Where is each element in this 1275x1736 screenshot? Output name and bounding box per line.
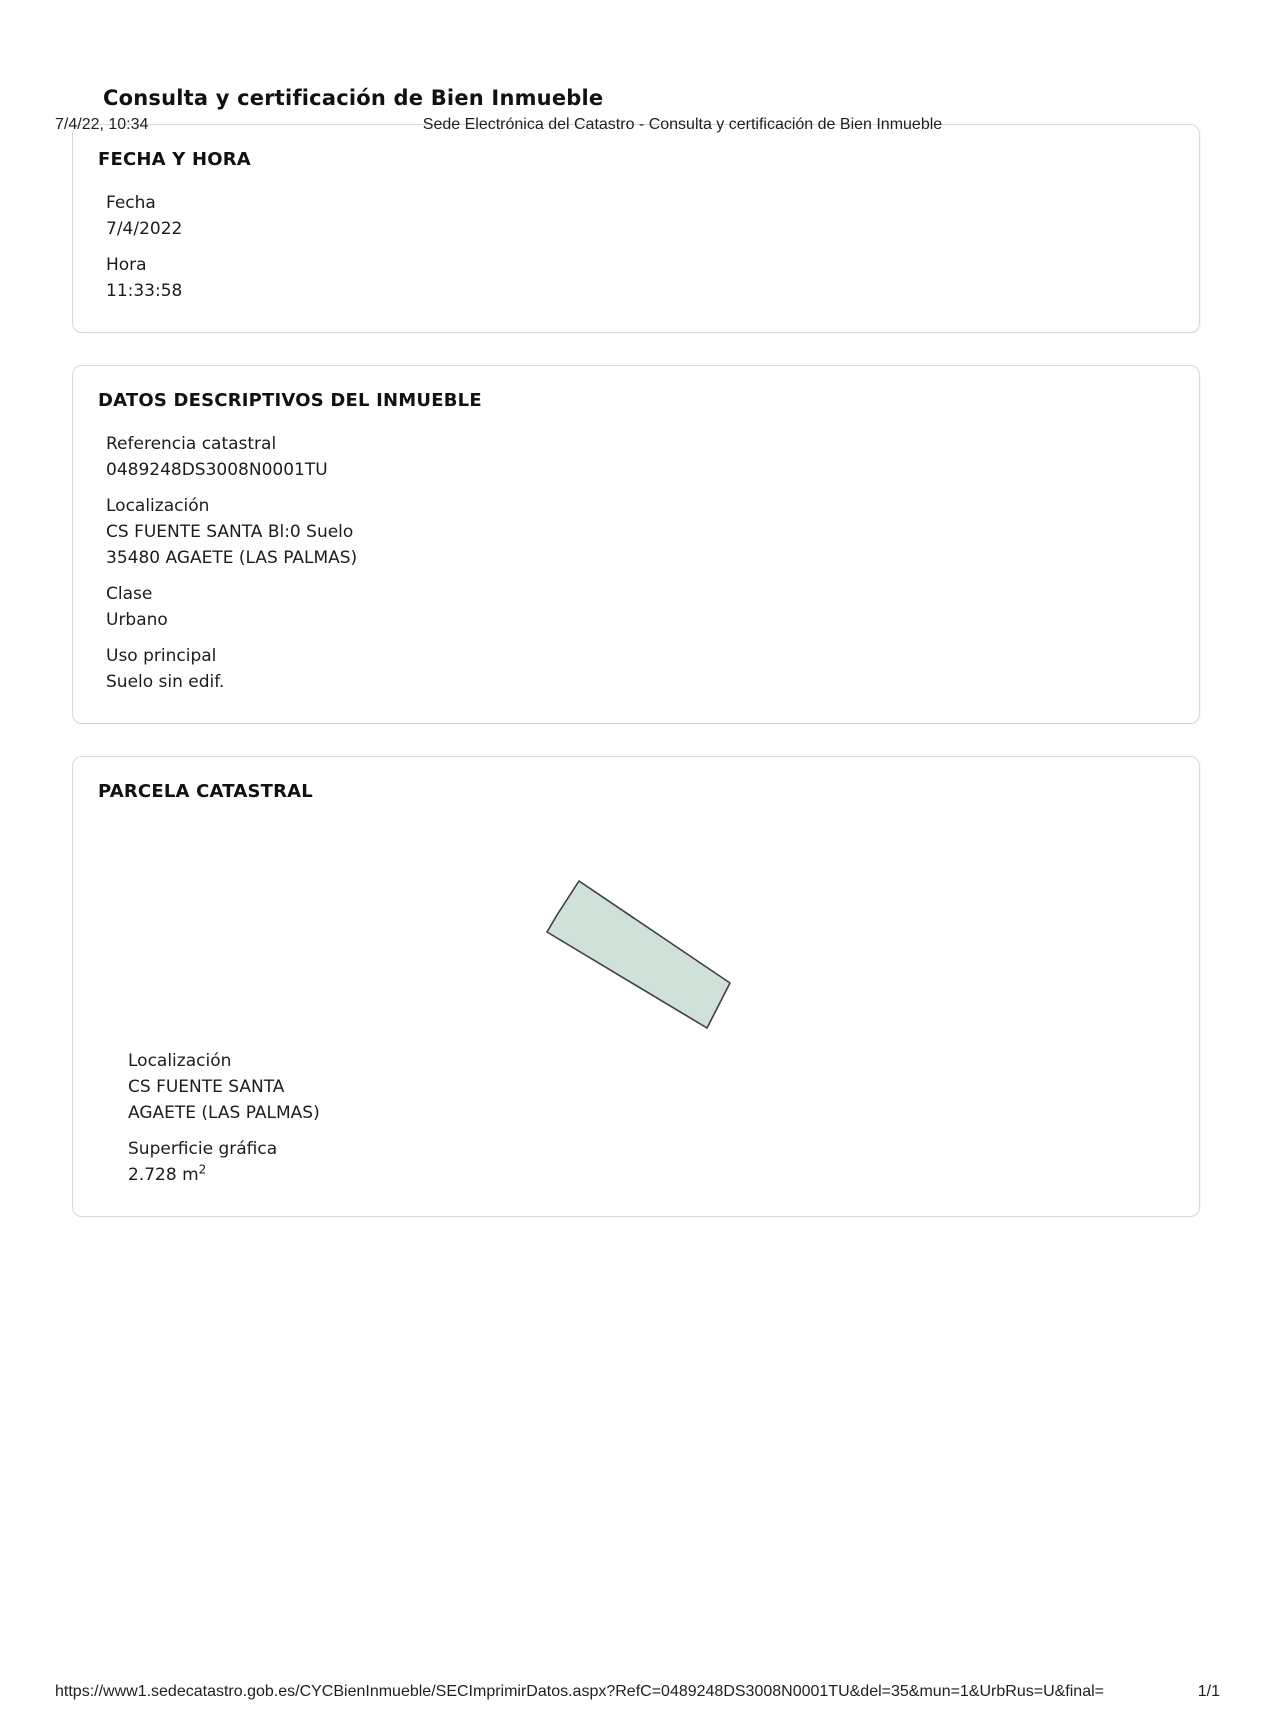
print-datetime: 7/4/22, 10:34 [55, 116, 149, 133]
referencia-catastral-field [106, 431, 1169, 483]
parcela-catastral-section [72, 756, 1200, 1217]
parcela-localizacion-line-2: AGAETE (LAS PALMAS) [128, 1103, 320, 1123]
print-footer [55, 1683, 1220, 1701]
parcela-catastral-heading: PARCELA CATASTRAL [98, 781, 313, 802]
print-document-title: Sede Electrónica del Catastro - Consulta y certificación de Bien Inmueble [422, 116, 943, 133]
clase-label: Clase [106, 584, 153, 604]
localizacion-line-1: CS FUENTE SANTA Bl:0 Suelo [106, 522, 354, 542]
fecha-y-hora-section [72, 124, 1200, 333]
print-footer-url: https://www1.sedecatastro.gob.es/CYCBienInmueble/SECImprimirDatos.aspx?RefC=0489248DS3008N0001TU&del=35&mun=1&UrbRus=U&final= [55, 1683, 1104, 1700]
hora-label: Hora [106, 255, 147, 275]
superficie-grafica-exponent: 2 [198, 1162, 207, 1177]
superficie-grafica-label: Superficie gráfica [128, 1139, 278, 1159]
document-body [72, 86, 1200, 1217]
uso-principal-label: Uso principal [106, 646, 217, 666]
fecha-value: 7/4/2022 [106, 219, 183, 239]
hora-field [106, 252, 1169, 304]
localizacion-line-2: 35480 AGAETE (LAS PALMAS) [106, 548, 358, 568]
clase-value: Urbano [106, 610, 168, 630]
localizacion-label: Localización [106, 496, 210, 516]
fecha-field [106, 190, 1169, 242]
datos-descriptivos-section [72, 365, 1200, 724]
parcela-localizacion-line-1: CS FUENTE SANTA [128, 1077, 285, 1097]
fecha-label: Fecha [106, 193, 156, 213]
superficie-grafica-field [128, 1136, 1169, 1188]
fecha-y-hora-heading: FECHA Y HORA [98, 149, 251, 170]
parcela-localizacion-label: Localización [128, 1051, 232, 1071]
hora-value: 11:33:58 [106, 281, 183, 301]
localizacion-field [106, 493, 1169, 571]
datos-descriptivos-heading: DATOS DESCRIPTIVOS DEL INMUEBLE [98, 390, 482, 411]
parcel-map [444, 822, 824, 1042]
uso-principal-value: Suelo sin edif. [106, 672, 225, 692]
referencia-catastral-value: 0489248DS3008N0001TU [106, 460, 328, 480]
superficie-grafica-value [128, 1162, 1169, 1188]
parcel-polygon [547, 881, 730, 1028]
referencia-catastral-label: Referencia catastral [106, 434, 277, 454]
parcela-localizacion-field [128, 1048, 1169, 1126]
parcel-map-canvas [444, 822, 824, 1042]
page-title: Consulta y certificación de Bien Inmueble [103, 86, 604, 110]
superficie-grafica-number: 2.728 m [128, 1165, 199, 1185]
uso-principal-field [106, 643, 1169, 695]
print-page-number: 1/1 [1197, 1683, 1220, 1700]
print-header [55, 116, 1220, 134]
clase-field [106, 581, 1169, 633]
